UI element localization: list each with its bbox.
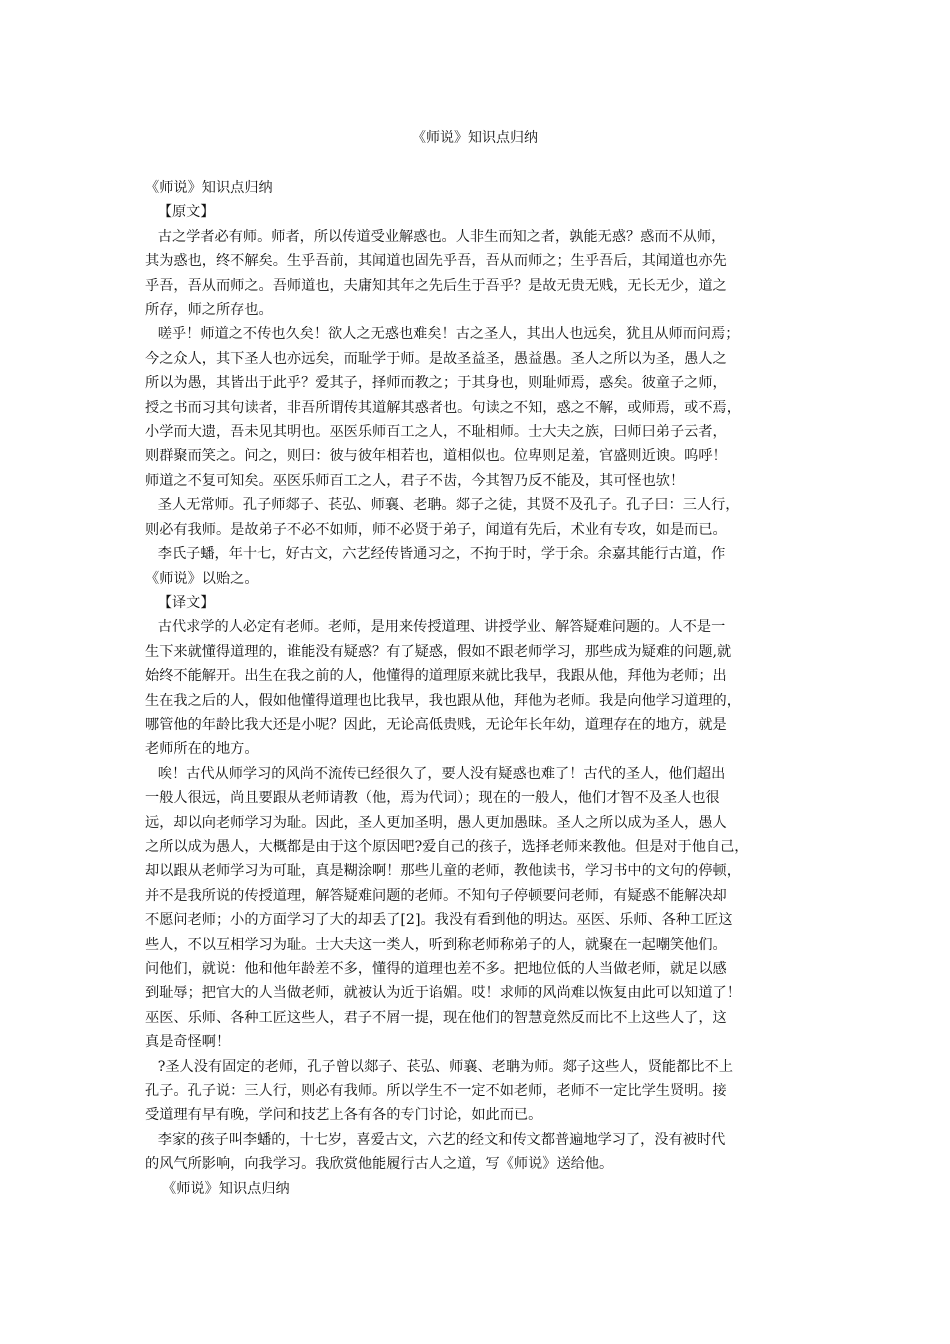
text-line: 唉！古代从师学习的风尚不流传已经很久了，要人没有疑惑也难了！古代的圣人，他们超出 <box>157 765 726 782</box>
text-line: 巫医、乐师、各种工匠这些人，君子不屑一提，现在他们的智慧竟然反而比不上这些人了，这 <box>145 1009 727 1026</box>
text-line: 却以跟从老师学习为可耻，真是糊涂啊！那些儿童的老师，教他读书，学习书中的文句的停顿， <box>145 863 741 880</box>
text-line: 古之学者必有师。师者，所以传道受业解惑也。人非生而知之者，孰能无惑？惑而不从师， <box>157 228 726 245</box>
text-line: 古代求学的人必定有老师。老师，是用来传授道理、讲授学业、解答疑难问题的。人不是一 <box>157 619 726 636</box>
text-line: 小学而大遗，吾未见其明也。巫医乐师百工之人，不耻相师。士大夫之族，曰师曰弟子云者， <box>145 424 727 441</box>
text-line: 真是奇怪啊！ <box>145 1034 231 1051</box>
text-line: 生下来就懂得道理的，谁能没有疑惑？有了疑惑，假如不跟老师学习，那些成为疑难的问题,就 <box>145 643 732 660</box>
text-line: 圣人无常师。孔子师郯子、苌弘、师襄、老聃。郯子之徒，其贤不及孔子。孔子曰：三人行， <box>157 497 740 514</box>
page-title: 《师说》知识点归纳 <box>412 130 538 146</box>
text-line: 则必有我师。是故弟子不必不如师，师不必贤于弟子，闻道有先后，术业有专攻，如是而已。 <box>145 521 727 538</box>
text-line: 则群聚而笑之。问之，则曰：彼与彼年相若也，道相似也。位卑则足羞，官盛则近谀。呜呼！ <box>145 448 727 465</box>
text-line: 《师说》以贻之。 <box>145 570 259 587</box>
text-line: 授之书而习其句读者，非吾所谓传其道解其惑者也。句读之不知，惑之不解，或师焉，或不焉， <box>145 399 741 416</box>
text-line: 李家的孩子叫李蟠的，十七岁，喜爱古文，六艺的经文和传文都普遍地学习了，没有被时代 <box>157 1131 726 1148</box>
section-heading-original: 【原文】 <box>157 204 215 221</box>
text-line: 所存，师之所存也。 <box>145 302 273 319</box>
text-line: 受道理有早有晚，学问和技艺上各有各的专门讨论，如此而已。 <box>145 1107 543 1124</box>
text-line: 李氏子蟠，年十七，好古文，六艺经传皆通习之，不拘于时，学于余。余嘉其能行古道，作 <box>157 546 726 563</box>
text-line: 不愿问老师；小的方面学习了大的却丢了[2]。我没有看到他的明达。巫医、乐师、各种工匠这 <box>145 912 733 929</box>
text-line: 乎吾，吾从而师之。吾师道也，夫庸知其年之先后生于吾乎？是故无贵无贱，无长无少，道之 <box>145 277 727 294</box>
text-line: 并不是我所说的传授道理，解答疑难问题的老师。不知句子停顿要问老师，有疑惑不能解决却 <box>145 887 727 904</box>
text-line: 一般人很远，尚且要跟从老师请教（他，焉为代词）；现在的一般人，他们才智不及圣人也很 <box>145 790 720 807</box>
text-line: 的风气所影响，向我学习。我欣赏他能履行古人之道，写《师说》送给他。 <box>145 1156 614 1173</box>
text-line: 今之众人，其下圣人也亦远矣，而耻学于师。是故圣益圣，愚益愚。圣人之所以为圣，愚人之 <box>145 350 727 367</box>
text-line: 远，却以向老师学习为耻。因此，圣人更加圣明，愚人更加愚昧。圣人之所以成为圣人，愚人 <box>145 814 727 831</box>
text-line: 问他们，就说：他和他年龄差不多，懂得的道理也差不多。把地位低的人当做老师，就足以感 <box>145 961 727 977</box>
text-line: 之所以成为愚人，大概都是由于这个原因吧?爱自己的孩子，选择老师来教他。但是对于他自己， <box>145 838 749 855</box>
text-line: 其为惑也，终不解矣。生乎吾前，其闻道也固先乎吾，吾从而师之；生乎吾后，其闻道也亦先 <box>145 253 727 270</box>
text-line: 些人，不以互相学习为耻。士大夫这一类人，听到称老师称弟子的人，就聚在一起嘲笑他们。 <box>145 936 727 953</box>
text-line: 师道之不复可知矣。巫医乐师百工之人，君子不齿，今其智乃反不能及，其可怪也欤！ <box>145 472 685 489</box>
text-line: 哪管他的年龄比我大还是小呢？因此，无论高低贵贱，无论年长年幼，道理存在的地方，就是 <box>145 716 727 733</box>
text-line: ?圣人没有固定的老师，孔子曾以郯子、苌弘、师襄、老聃为师。郯子这些人，贤能都比不上 <box>157 1058 733 1075</box>
document-body <box>145 176 813 1201</box>
doc-subtitle: 《师说》知识点归纳 <box>145 180 273 196</box>
text-line: 到耻辱；把官大的人当做老师，就被认为近于谄媚。哎！求师的风尚难以恢复由此可以知道了！ <box>145 985 741 1002</box>
text-line: 生在我之后的人，假如他懂得道理也比我早，我也跟从他，拜他为老师。我是向他学习道理的， <box>145 692 741 709</box>
doc-footer-title: 《师说》知识点归纳 <box>162 1180 290 1197</box>
text-line: 始终不能解开。出生在我之前的人，他懂得的道理原来就比我早，我跟从他，拜他为老师；出 <box>145 668 727 685</box>
text-line: 所以为愚，其皆出于此乎？爱其子，择师而教之；于其身也，则耻师焉，惑矣。彼童子之师， <box>145 375 727 392</box>
section-heading-translation: 【译文】 <box>157 594 215 611</box>
text-line: 嗟乎！师道之不传也久矣！欲人之无惑也难矣！古之圣人，其出人也远矣，犹且从师而问焉； <box>157 326 740 343</box>
text-line: 孔子。孔子说：三人行，则必有我师。所以学生不一定不如老师，老师不一定比学生贤明。接 <box>145 1083 727 1100</box>
text-line: 老师所在的地方。 <box>145 741 259 758</box>
